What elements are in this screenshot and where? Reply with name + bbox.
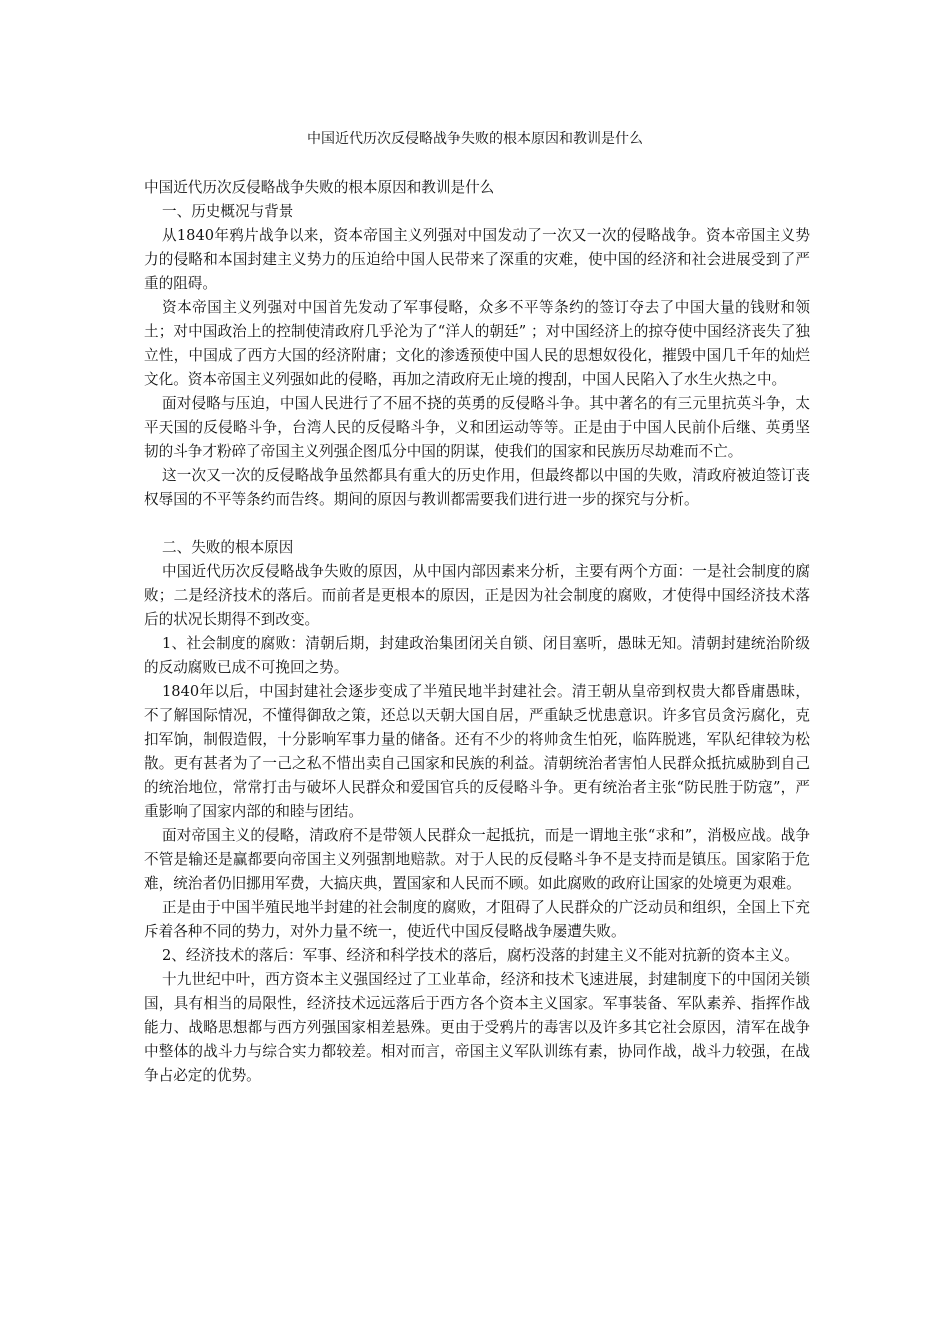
document-title: 中国近代历次反侵略战争失败的根本原因和教训是什么 <box>307 131 643 147</box>
paragraph: 十九世纪中叶，西方资本主义强国经过了工业革命，经济和技术飞速进展，封建制度下的中国闭关锁国，具有相当的局限性，经济技术远远落后于西方各个资本主义国家。军事装备、军队素养、指挥作战能力、战略思想都与西方列强国家相差悬殊。更由于受鸦片的毒害以及许多其它社会原因，清军在战争中整体的战斗力与综合实力都较差。相对而言，帝国主义军队训练有素，协同作战，战斗力较强，在战争占必定的优势。 <box>144 971 810 1084</box>
paragraph: 正是由于中国半殖民地半封建的社会制度的腐败，才阻碍了人民群众的广泛动员和组织，全国上下充斥着各种不同的势力，对外力量不统一，使近代中国反侵略战争屡遭失败。 <box>144 899 810 940</box>
paragraph: 面对帝国主义的侵略，清政府不是带领人民群众一起抵抗，而是一谓地主张“求和”，消极应战。战争不管是输还是赢都要向帝国主义列强割地赔款。对于人民的反侵略斗争不是支持而是镇压。国家陷于危难，统治者仍旧挪用军费，大搞庆典，置国家和人民而不顾。如此腐败的政府让国家的处境更为艰难。 <box>144 827 810 892</box>
paragraph: 从1840年鸦片战争以来，资本帝国主义列强对中国发动了一次又一次的侵略战争。资本帝国主义势力的侵略和本国封建主义势力的压迫给中国人民带来了深重的灾难，使中国的经济和社会进展受到了严重的阻碍。 <box>144 227 810 292</box>
paragraph: 资本帝国主义列强对中国首先发动了军事侵略，众多不平等条约的签订夺去了中国大量的钱财和领土；对中国政治上的控制使清政府几乎沦为了“洋人的朝廷” ；对中国经济上的掠夺使中国经济丧失了独立性，中国成了西方大国的经济附庸；文化的渗透预使中国人民的思想奴役化，摧毁中国几千年的灿烂文化。资本帝国主义列强如此的侵略，再加之清政府无止境的搜刮，中国人民陷入了水生火热之中。 <box>144 299 810 388</box>
section-heading-causes: 二、失败的根本原因 <box>162 539 294 556</box>
section-spacer <box>144 512 810 536</box>
document-body <box>144 176 810 1088</box>
paragraph: 中国近代历次反侵略战争失败的原因，从中国内部因素来分析，主要有两个方面：一是社会制度的腐败；二是经济技术的落后。而前者是更根本的原因，正是因为社会制度的腐败，才使得中国经济技术落后的状况长期得不到改变。 <box>144 563 810 628</box>
paragraph: 面对侵略与压迫，中国人民进行了不屈不挠的英勇的反侵略斗争。其中著名的有三元里抗英斗争，太平天国的反侵略斗争，台湾人民的反侵略斗争，义和团运动等等。正是由于中国人民前仆后继、英勇坚韧的斗争才粉碎了帝国主义列强企图瓜分中国的阴谋，使我们的国家和民族历尽劫难而不亡。 <box>144 395 810 460</box>
section-heading-background: 一、历史概况与背景 <box>162 203 294 220</box>
paragraph: 2、经济技术的落后：军事、经济和科学技术的落后，腐朽没落的封建主义不能对抗新的资本主义。 <box>162 947 799 964</box>
document-subtitle: 中国近代历次反侵略战争失败的根本原因和教训是什么 <box>144 179 495 196</box>
paragraph: 1840年以后，中国封建社会逐步变成了半殖民地半封建社会。清王朝从皇帝到权贵大都昏庸愚昧，不了解国际情况，不懂得御敌之策，还总以天朝大国自居，严重缺乏忧患意识。许多官员贪污腐化，克扣军饷，制假造假，十分影响军事力量的储备。还有不少的将帅贪生怕死，临阵脱逃，军队纪律较为松散。更有甚者为了一己之私不惜出卖自己国家和民族的利益。清朝统治者害怕人民群众抵抗威胁到自己的统治地位，常常打击与破坏人民群众和爱国官兵的反侵略斗争。更有统治者主张“防民胜于防寇”，严重影响了国家内部的和睦与团结。 <box>144 683 810 820</box>
paragraph: 这一次又一次的反侵略战争虽然都具有重大的历史作用，但最终都以中国的失败，清政府被迫签订丧权辱国的不平等条约而告终。期间的原因与教训都需要我们进行进一步的探究与分析。 <box>144 467 810 508</box>
paragraph: 1、社会制度的腐败：清朝后期，封建政治集团闭关自锁、闭目塞听，愚昧无知。清朝封建统治阶级的反动腐败已成不可挽回之势。 <box>144 635 810 676</box>
